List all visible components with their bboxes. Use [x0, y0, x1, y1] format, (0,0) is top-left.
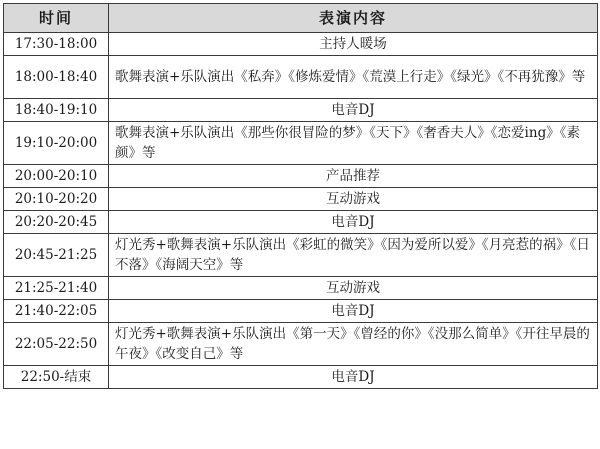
table-row [4, 188, 598, 211]
content-column-header: 表演内容 [109, 4, 598, 33]
content-cell: 电音DJ [109, 211, 598, 234]
time-column-header: 时间 [4, 4, 109, 33]
time-cell: 20:20-20:45 [4, 211, 109, 234]
content-cell: 灯光秀+歌舞表演+乐队演出《彩虹的微笑》《因为爱所以爱》《月亮惹的祸》《日不落》《海阔天空》等 [109, 234, 598, 277]
table-row [4, 99, 598, 122]
content-cell: 电音DJ [109, 366, 598, 389]
time-cell: 22:05-22:50 [4, 323, 109, 366]
table-row [4, 122, 598, 165]
table-row [4, 211, 598, 234]
content-cell: 歌舞表演+乐队演出《那些你很冒险的梦》《天下》《奢香夫人》《恋爱ing》《素颜》等 [109, 122, 598, 165]
content-cell: 互动游戏 [109, 188, 598, 211]
content-cell: 主持人暖场 [109, 33, 598, 56]
time-cell: 21:40-22:05 [4, 300, 109, 323]
table-row [4, 234, 598, 277]
time-cell: 18:00-18:40 [4, 56, 109, 99]
performance-schedule-table [3, 3, 598, 389]
time-cell: 20:10-20:20 [4, 188, 109, 211]
header-row [4, 4, 598, 33]
time-cell: 21:25-21:40 [4, 277, 109, 300]
time-cell: 18:40-19:10 [4, 99, 109, 122]
table-row [4, 323, 598, 366]
time-cell: 17:30-18:00 [4, 33, 109, 56]
table-row [4, 56, 598, 99]
table-row [4, 165, 598, 188]
time-cell: 22:50-结束 [4, 366, 109, 389]
content-cell: 互动游戏 [109, 277, 598, 300]
table-row [4, 33, 598, 56]
table-row [4, 300, 598, 323]
time-cell: 20:00-20:10 [4, 165, 109, 188]
content-cell: 产品推荐 [109, 165, 598, 188]
schedule-wrapper [3, 3, 598, 389]
time-cell: 20:45-21:25 [4, 234, 109, 277]
content-cell: 歌舞表演+乐队演出《私奔》《修炼爱情》《荒漠上行走》《绿光》《不再犹豫》等 [109, 56, 598, 99]
time-cell: 19:10-20:00 [4, 122, 109, 165]
content-cell: 灯光秀+歌舞表演+乐队演出《第一天》《曾经的你》《没那么简单》《开往早晨的午夜》《改变自己》等 [109, 323, 598, 366]
table-row [4, 277, 598, 300]
table-row [4, 366, 598, 389]
content-cell: 电音DJ [109, 300, 598, 323]
content-cell: 电音DJ [109, 99, 598, 122]
